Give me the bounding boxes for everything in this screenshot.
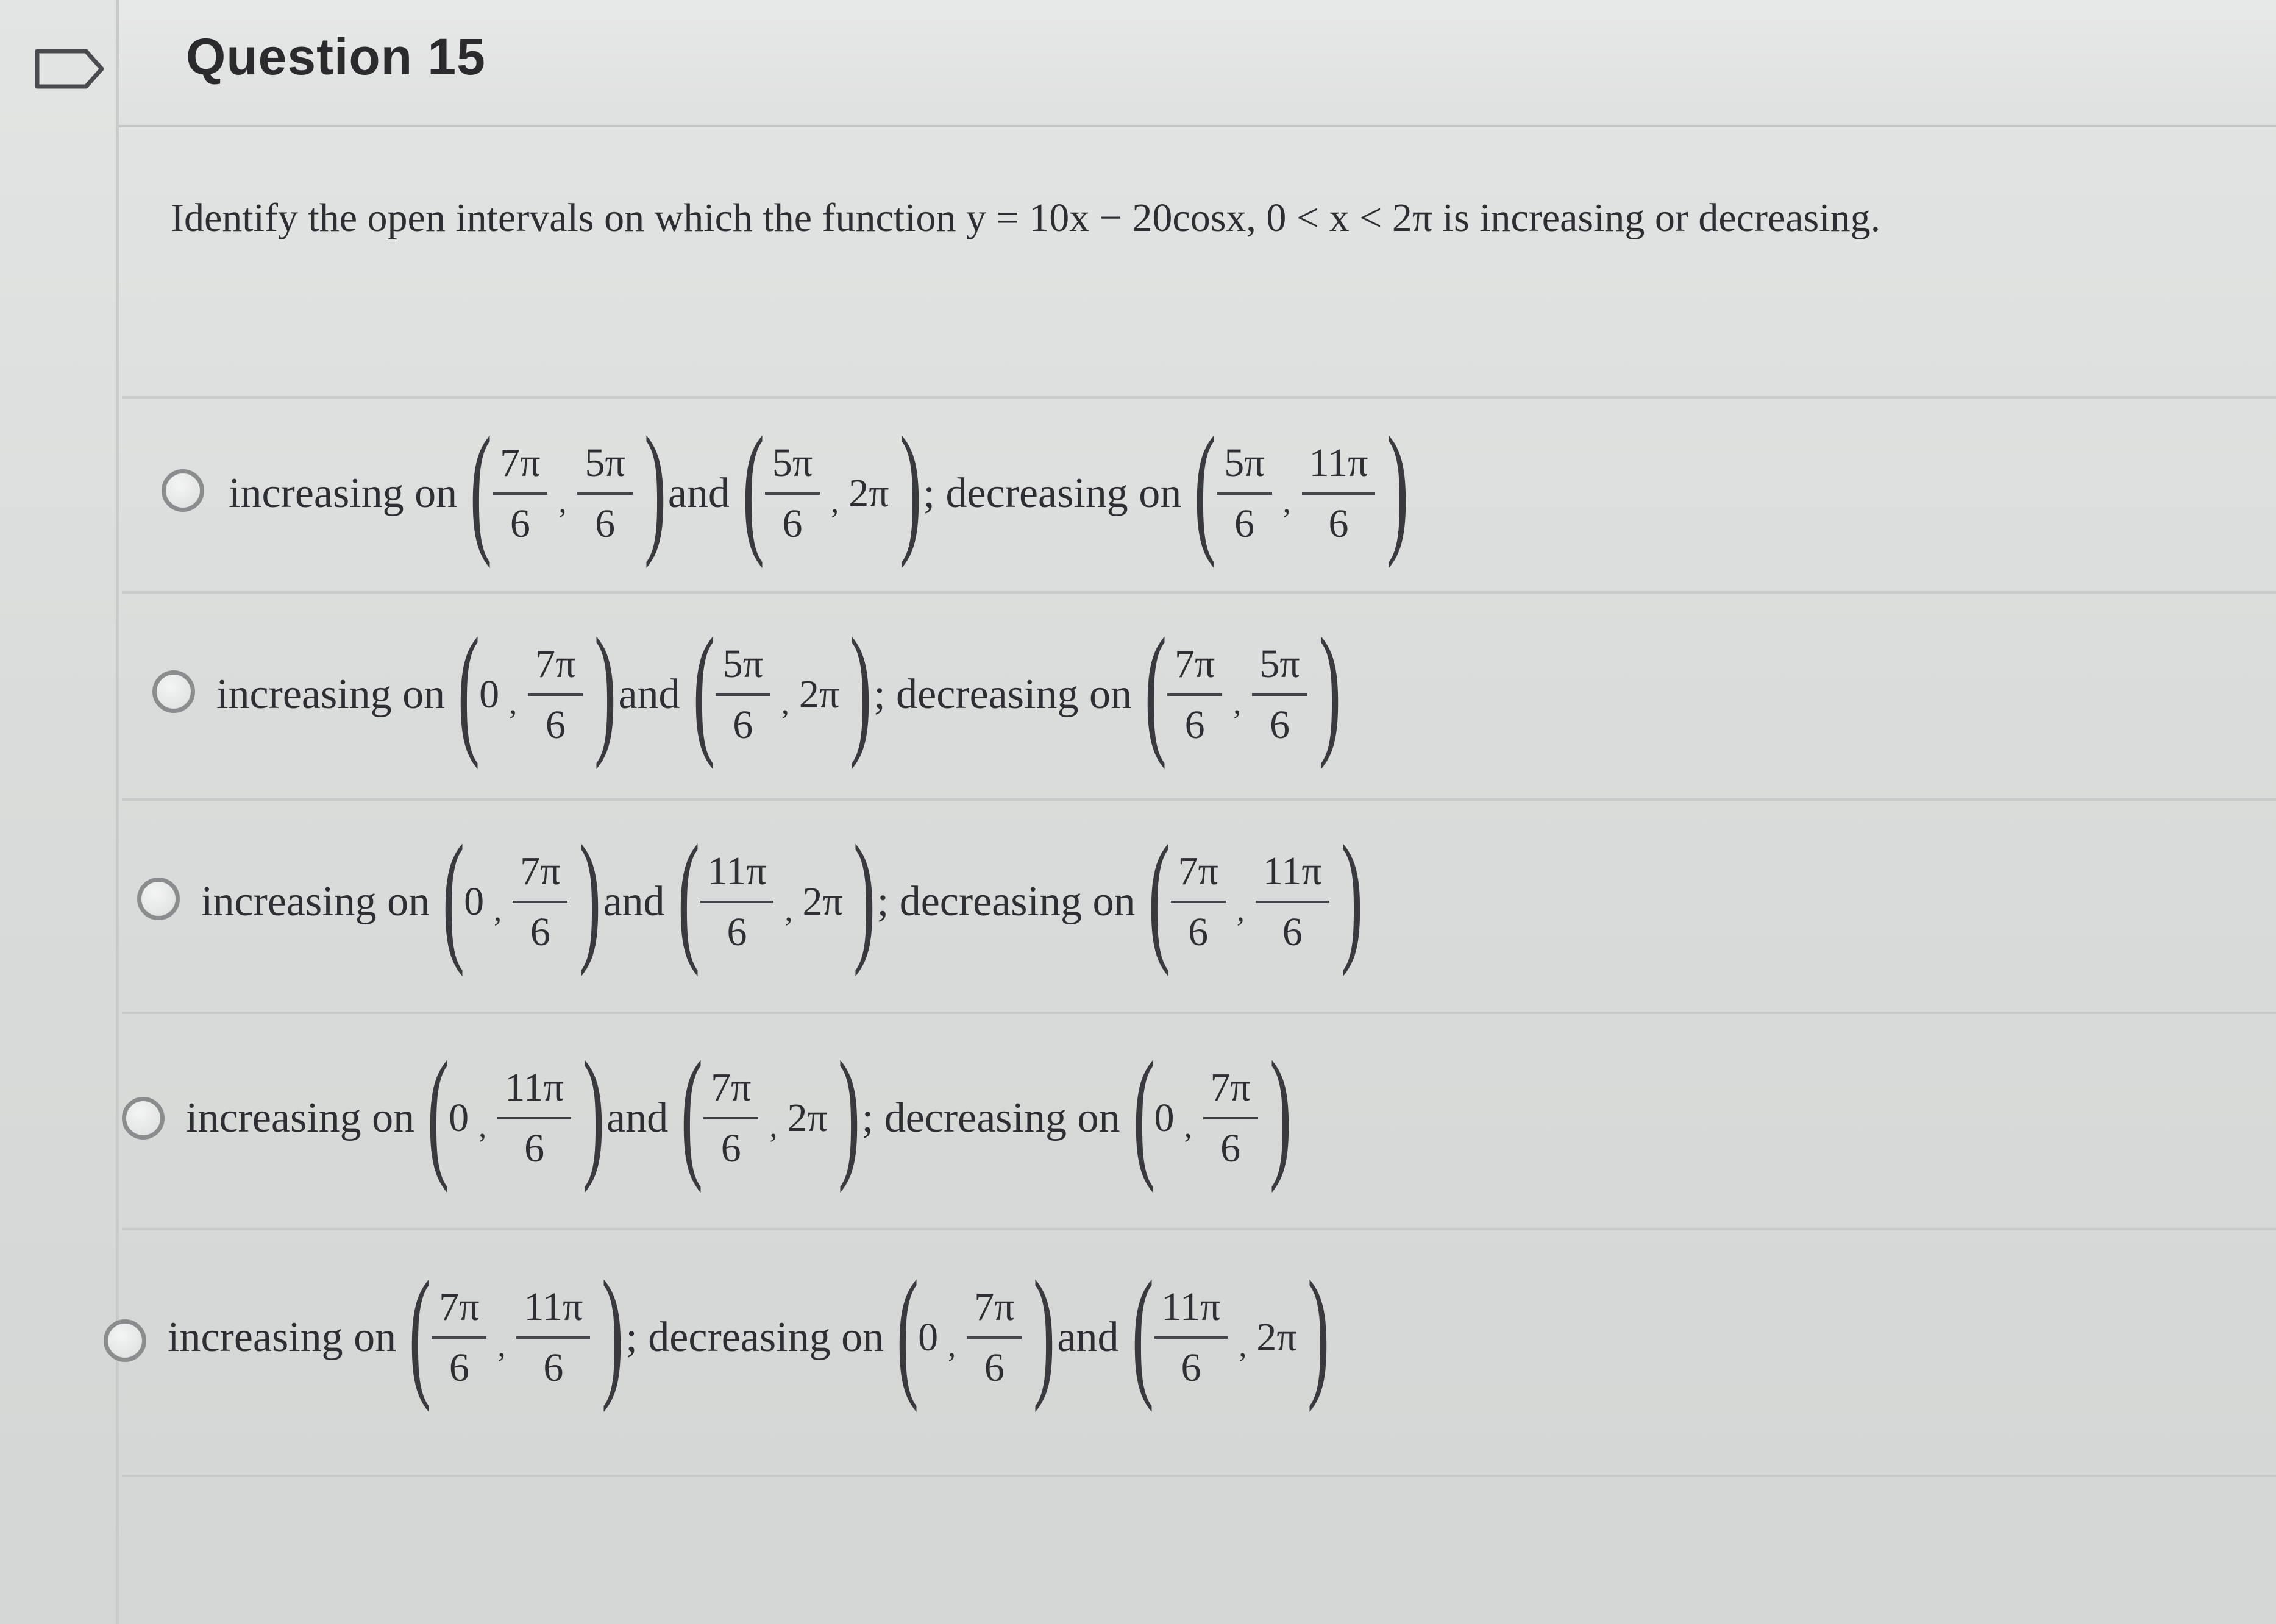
prompt-domain: 0 < x < 2π bbox=[1266, 196, 1433, 240]
fraction: $\frac{5\pi}{6}$ bbox=[716, 641, 770, 748]
option-2-text: increasing on ( 0 , $\frac{7\pi}{6}$ ) and ( $\frac{5\pi}{6}$ , 2π ) ; decreasing on ( $\frac{7\pi}{6}$ , $\frac{5\pi}{6}$ ) bbox=[210, 622, 1337, 768]
divider bbox=[122, 1012, 2276, 1014]
answer-option-1[interactable] bbox=[0, 406, 2276, 579]
option-5-text: increasing on ( $\frac{7\pi}{6}$ , $\frac{11\pi}{6}$ ) ; decreasing on ( 0 , $\frac{7\pi}{6}$ ) and ( $\frac{11\pi}{6}$ , 2π ) bbox=[162, 1264, 1325, 1411]
radio-button-5[interactable] bbox=[104, 1319, 146, 1362]
label-increasing: increasing on bbox=[201, 878, 430, 925]
fraction: $\frac{7\pi}{6}$ bbox=[967, 1284, 1022, 1391]
fraction: $\frac{5\pi}{6}$ bbox=[1217, 440, 1271, 547]
divider bbox=[122, 1228, 2276, 1230]
label-decreasing: ; decreasing on bbox=[877, 878, 1136, 925]
divider bbox=[122, 798, 2276, 801]
label-and: and bbox=[667, 470, 730, 517]
fraction: $\frac{11\pi}{6}$ bbox=[497, 1065, 571, 1172]
fraction: $\frac{5\pi}{6}$ bbox=[577, 440, 632, 547]
fraction: $\frac{7\pi}{6}$ bbox=[1167, 641, 1222, 748]
fraction: $\frac{7\pi}{6}$ bbox=[1203, 1065, 1258, 1172]
fraction: $\frac{11\pi}{6}$ bbox=[516, 1284, 590, 1391]
prompt-prefix: Identify the open intervals on which the function bbox=[171, 196, 956, 240]
label-increasing: increasing on bbox=[229, 470, 458, 517]
label-and: and bbox=[1057, 1314, 1119, 1361]
question-prompt: Identify the open intervals on which the function y = 10x − 20cosx, 0 < x < 2π is increasing or decreasing. bbox=[171, 196, 1881, 240]
label-decreasing: ; decreasing on bbox=[625, 1314, 884, 1361]
label-and: and bbox=[606, 1094, 669, 1141]
fraction: $\frac{7\pi}{6}$ bbox=[528, 641, 583, 748]
answer-option-3[interactable] bbox=[0, 815, 2276, 987]
fraction: $\frac{11\pi}{6}$ bbox=[700, 848, 774, 956]
label-and: and bbox=[603, 878, 665, 925]
flag-outline-icon[interactable] bbox=[34, 48, 107, 90]
label-decreasing: ; decreasing on bbox=[873, 671, 1132, 718]
label-decreasing: ; decreasing on bbox=[861, 1094, 1120, 1141]
label-increasing: increasing on bbox=[216, 671, 446, 718]
label-and: and bbox=[618, 671, 680, 718]
fraction: $\frac{7\pi}{6}$ bbox=[432, 1284, 486, 1391]
option-3-text: increasing on ( 0 , $\frac{7\pi}{6}$ ) and ( $\frac{11\pi}{6}$ , 2π ) ; decreasing on ( $\frac{7\pi}{6}$ , $\frac{11\pi}{6}$ ) bbox=[195, 829, 1359, 975]
prompt-suffix: is increasing or decreasing. bbox=[1442, 196, 1881, 240]
fraction: $\frac{11\pi}{6}$ bbox=[1256, 848, 1329, 956]
radio-button-4[interactable] bbox=[122, 1097, 165, 1140]
divider bbox=[122, 1475, 2276, 1477]
option-4-text: increasing on ( 0 , $\frac{11\pi}{6}$ ) and ( $\frac{7\pi}{6}$ , 2π ) ; decreasing on ( 0 , $\frac{7\pi}{6}$ ) bbox=[180, 1045, 1287, 1191]
fraction: $\frac{5\pi}{6}$ bbox=[765, 440, 820, 547]
divider bbox=[122, 591, 2276, 594]
radio-button-3[interactable] bbox=[137, 878, 180, 920]
radio-button-2[interactable] bbox=[152, 670, 195, 713]
label-decreasing: ; decreasing on bbox=[923, 470, 1182, 517]
radio-button-1[interactable] bbox=[162, 469, 204, 512]
fraction: $\frac{7\pi}{6}$ bbox=[493, 440, 547, 547]
answer-option-5[interactable] bbox=[0, 1250, 2276, 1423]
fraction: $\frac{11\pi}{6}$ bbox=[1154, 1284, 1228, 1391]
label-increasing: increasing on bbox=[186, 1094, 415, 1141]
label-increasing: increasing on bbox=[168, 1314, 397, 1361]
answer-option-2[interactable] bbox=[0, 608, 2276, 780]
fraction: $\frac{11\pi}{6}$ bbox=[1302, 440, 1376, 547]
fraction: $\frac{7\pi}{6}$ bbox=[703, 1065, 758, 1172]
fraction: $\frac{7\pi}{6}$ bbox=[1171, 848, 1226, 956]
question-title: Question 15 bbox=[186, 28, 486, 85]
fraction: $\frac{7\pi}{6}$ bbox=[513, 848, 567, 956]
option-1-text: increasing on ( $\frac{7\pi}{6}$ , $\frac{5\pi}{6}$ ) and ( $\frac{5\pi}{6}$ , 2π ) ; decreasing on ( $\frac{5\pi}{6}$ , $\frac{11\pi}{6}$ ) bbox=[222, 420, 1404, 567]
answer-option-4[interactable] bbox=[0, 1031, 2276, 1204]
fraction: $\frac{5\pi}{6}$ bbox=[1252, 641, 1307, 748]
divider bbox=[122, 396, 2276, 399]
prompt-function: y = 10x − 20cosx bbox=[966, 196, 1246, 240]
